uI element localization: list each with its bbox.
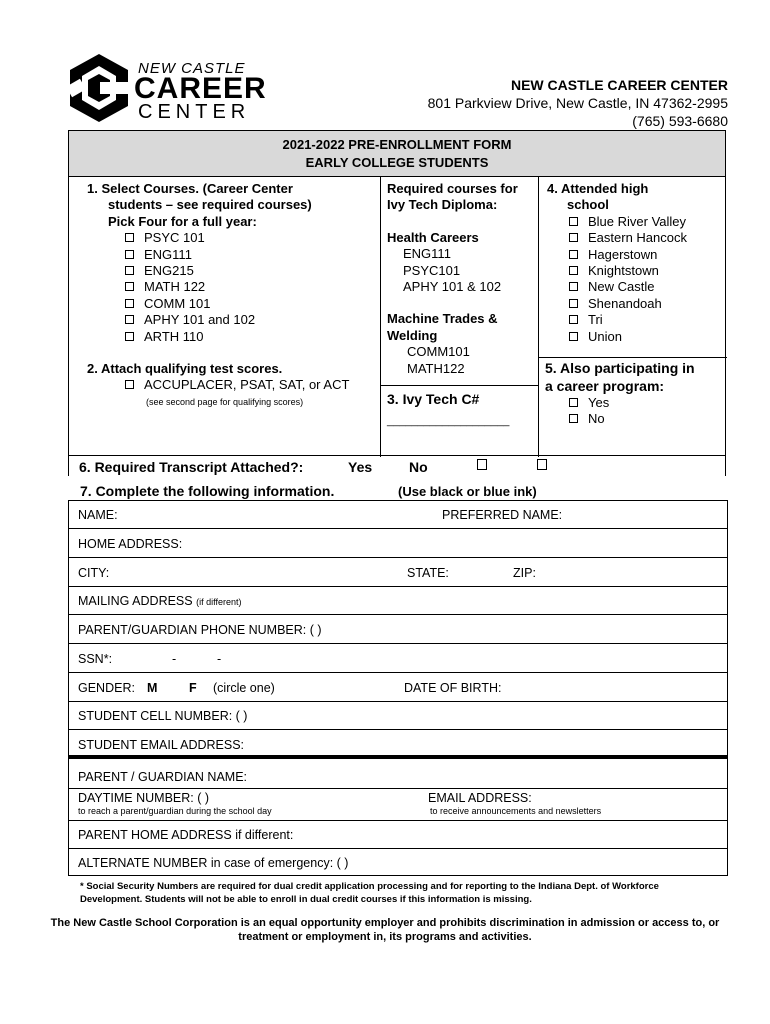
city-row[interactable] [69, 558, 727, 587]
course-option[interactable]: PSYC 101 [83, 230, 383, 246]
guardian-phone-label: PARENT/GUARDIAN PHONE NUMBER: ( ) [78, 623, 322, 637]
daytime-label: DAYTIME NUMBER: ( ) [78, 791, 210, 805]
course-option[interactable]: MATH 122 [83, 279, 383, 295]
dob-label: DATE OF BIRTH: [404, 681, 502, 695]
checkbox-icon[interactable] [569, 217, 578, 226]
required-heading-a: Required courses for [387, 181, 518, 196]
gender-m[interactable]: M [147, 681, 158, 695]
checkbox-icon[interactable] [569, 282, 578, 291]
section2-heading: 2. Attach qualifying test scores. [87, 361, 283, 377]
daytime-row[interactable] [69, 789, 727, 821]
checkbox-icon[interactable] [125, 332, 134, 341]
daytime-note: to reach a parent/guardian during the school day [78, 806, 272, 816]
checkbox-icon[interactable] [569, 414, 578, 423]
logo-text-career: CAREER [134, 72, 267, 105]
section-high-school [545, 181, 725, 428]
school-option[interactable]: New Castle [545, 279, 725, 295]
parent-email-label: EMAIL ADDRESS: [428, 791, 532, 805]
guardian-phone-row[interactable] [69, 615, 727, 644]
alternate-row[interactable] [69, 849, 727, 875]
test-score-option[interactable]: ACCUPLACER, PSAT, SAT, or ACT [83, 377, 383, 393]
logo-mark-icon [66, 52, 132, 124]
section5-heading-a: 5. Also participating in [545, 360, 695, 377]
ssn-dash: - [217, 652, 222, 666]
ssn-dash: - [172, 652, 177, 666]
required-heading-b: Ivy Tech Diploma: [387, 197, 498, 213]
gender-row[interactable] [69, 673, 727, 702]
school-option[interactable]: Hagerstown [545, 247, 725, 263]
ivy-tech-c-number-label: 3. Ivy Tech C# [387, 391, 480, 408]
checkbox-icon[interactable] [125, 233, 134, 242]
school-address-block [428, 76, 728, 130]
equal-opportunity-statement [30, 916, 740, 944]
course-option[interactable]: ENG215 [83, 263, 383, 279]
name-label: NAME: [78, 508, 118, 522]
parent-home-label: PARENT HOME ADDRESS if different: [78, 828, 294, 842]
zip-label: ZIP: [513, 566, 536, 580]
student-email-label: STUDENT EMAIL ADDRESS: [78, 738, 245, 752]
career-program-option[interactable]: Yes [545, 395, 725, 411]
logo-text-center: CENTER [138, 101, 251, 123]
mailing-address-label: MAILING ADDRESS [78, 594, 193, 608]
section5-heading-b: a career program: [545, 378, 665, 395]
student-email-row[interactable] [69, 730, 727, 759]
school-name: NEW CASTLE CAREER CENTER [510, 77, 728, 93]
alternate-label: ALTERNATE NUMBER in case of emergency: ( ) [78, 856, 349, 870]
transcript-row [68, 456, 726, 476]
transcript-label: 6. Required Transcript Attached?: [79, 459, 304, 475]
gender-note: (circle one) [213, 681, 275, 695]
checkbox-icon[interactable] [125, 380, 134, 389]
ivy-tech-c-number-line[interactable]: ____________________ [387, 415, 510, 428]
checkbox-icon[interactable] [569, 233, 578, 242]
course-option[interactable]: ARTH 110 [83, 329, 383, 345]
state-label: STATE: [407, 566, 449, 580]
school-option[interactable]: Blue River Valley [545, 214, 725, 230]
transcript-yes-checkbox-icon[interactable] [477, 459, 487, 470]
name-row[interactable] [69, 501, 727, 529]
course-selection-box [68, 130, 726, 456]
section-select-courses [83, 181, 383, 410]
footer-line2: treatment or employment in, its programs and activities. [238, 931, 532, 943]
ssn-note-line2: Development. Students will not be able to enroll in dual credit courses if this information is missing. [80, 894, 532, 905]
gender-f[interactable]: F [189, 681, 197, 695]
machine-course: COMM101 [407, 344, 470, 360]
health-course: PSYC101 [403, 262, 461, 278]
guardian-name-row[interactable] [69, 759, 727, 789]
course-option[interactable]: APHY 101 and 102 [83, 312, 383, 328]
section1-heading-c: Pick Four for a full year: [108, 213, 257, 229]
logo-text-new-castle: NEW CASTLE [138, 60, 246, 77]
mailing-address-row[interactable] [69, 587, 727, 615]
school-street-address: 801 Parkview Drive, New Castle, IN 47362-2995 [427, 95, 728, 111]
transcript-no-checkbox-icon[interactable] [537, 459, 547, 470]
gender-label: GENDER: [78, 681, 135, 695]
checkbox-icon[interactable] [125, 282, 134, 291]
machine-trades-title-a: Machine Trades & [387, 311, 498, 327]
checkbox-icon[interactable] [125, 315, 134, 324]
ssn-row[interactable] [69, 644, 727, 673]
machine-course: MATH122 [407, 360, 465, 376]
course-option[interactable]: COMM 101 [83, 296, 383, 312]
cell-label: STUDENT CELL NUMBER: ( ) [78, 709, 248, 723]
section1-heading-a: 1. Select Courses. (Career Center [87, 181, 293, 196]
parent-email-note: to receive announcements and newsletters [430, 806, 602, 816]
home-address-row[interactable] [69, 529, 727, 558]
career-program-option[interactable]: No [545, 411, 725, 427]
home-address-label: HOME ADDRESS: [78, 537, 183, 551]
test-score-note: (see second page for qualifying scores) [146, 396, 304, 407]
ink-instruction: (Use black or blue ink) [398, 484, 537, 499]
checkbox-icon[interactable] [125, 266, 134, 275]
form-title-line2: EARLY COLLEGE STUDENTS [305, 155, 489, 170]
health-course: APHY 101 & 102 [403, 279, 502, 295]
section1-heading-b: students – see required courses) [108, 197, 312, 213]
checkbox-icon[interactable] [569, 398, 578, 407]
school-option[interactable]: Union [545, 329, 725, 345]
section4-heading-b: school [567, 197, 609, 213]
school-option[interactable]: Eastern Hancock [545, 230, 725, 246]
mailing-address-note: (if different) [196, 597, 242, 607]
school-option[interactable]: Tri [545, 312, 725, 328]
checkbox-icon[interactable] [125, 250, 134, 259]
ssn-label: SSN*: [78, 652, 113, 666]
school-phone: (765) 593-6680 [632, 113, 728, 129]
section7-label: 7. Complete the following information. [80, 483, 335, 499]
cell-row[interactable] [69, 702, 727, 730]
course-option[interactable]: ENG111 [83, 247, 383, 263]
checkbox-icon[interactable] [569, 299, 578, 308]
ssn-note [80, 880, 720, 906]
footer-line1: The New Castle School Corporation is an equal opportunity employer and prohibits discrimination in admission or access to, or [50, 917, 720, 929]
city-label: CITY: [78, 566, 110, 580]
form-title [69, 131, 725, 177]
transcript-yes: Yes [348, 459, 373, 475]
checkbox-icon[interactable] [569, 332, 578, 341]
transcript-no: No [409, 459, 428, 475]
health-course: ENG111 [403, 246, 451, 262]
guardian-name-label: PARENT / GUARDIAN NAME: [78, 770, 248, 784]
form-title-line1: 2021-2022 PRE-ENROLLMENT FORM [282, 137, 512, 152]
machine-trades-title-b: Welding [387, 327, 438, 343]
parent-home-row[interactable] [69, 821, 727, 849]
school-option[interactable]: Shenandoah [545, 296, 725, 312]
checkbox-icon[interactable] [569, 250, 578, 259]
section-required-courses [387, 181, 537, 430]
ssn-note-line1: * Social Security Numbers are required for dual credit application processing and for reporting to the Indiana Dept. of Workforce [80, 881, 659, 892]
school-logo [66, 52, 266, 124]
checkbox-icon[interactable] [125, 299, 134, 308]
checkbox-icon[interactable] [569, 266, 578, 275]
preferred-name-label: PREFERRED NAME: [442, 508, 563, 522]
checkbox-icon[interactable] [569, 315, 578, 324]
student-info-table [68, 500, 728, 876]
section4-heading-a: 4. Attended high [547, 181, 649, 196]
health-careers-title: Health Careers [387, 229, 479, 245]
school-option[interactable]: Knightstown [545, 263, 725, 279]
